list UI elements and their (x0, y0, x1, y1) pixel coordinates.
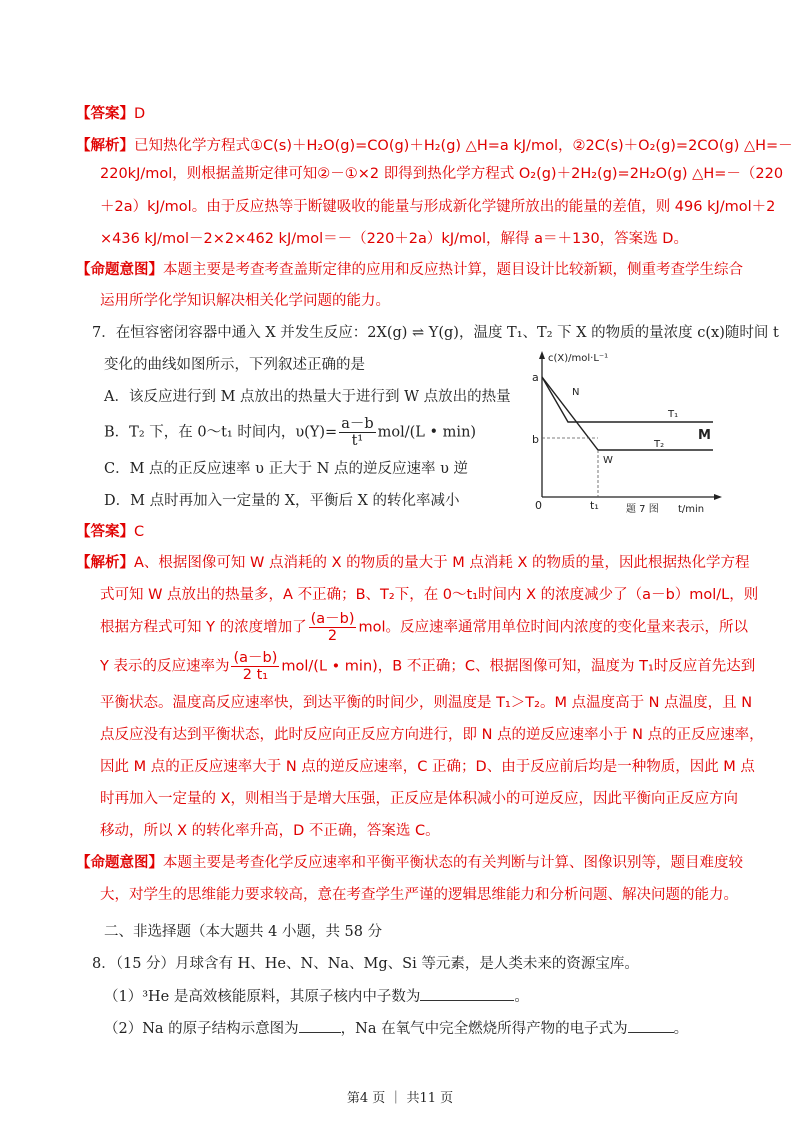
fraction: $\frac{(a-b)}{\text{2 t₁}}$ (233, 650, 278, 683)
q8-part-2: （2）Na 的原子结构示意图为 ，Na 在氧气中完全燃烧所得产物的电子式为 。 (104, 1018, 688, 1039)
prev-intent-line-1: 【命题意图】本题主要是考查考查盖斯定律的应用和反应热计算，题目设计比较新颖，侧重考查学生综合 (76, 262, 743, 278)
q7-stem-line-1: 7．在恒容密闭容器中通入 X 并发生反应：2X(g) ⇌ Y(g)，温度 T₁、T₂ 下 X 的物质的量浓度 c(x)随时间 t (92, 325, 779, 341)
q7-answer (76, 522, 144, 542)
q7-option-b-fraction: $\frac{a-b}{\text{t¹}}$ (341, 416, 374, 449)
answer-blank[interactable] (299, 1018, 341, 1033)
analysis-tag: 【解析】 (76, 138, 134, 154)
tick-t1: t₁ (590, 499, 599, 512)
curve-T2 (542, 377, 713, 450)
fraction: $\frac{(a-b)}{2}$ (310, 611, 355, 644)
curve-T1 (542, 377, 713, 422)
q7-analysis-line-6: 点反应没有达到平衡状态，此时反应向正反应方向进行，即 N 点的逆反应速率小于 N 点的正反应速率， (100, 727, 764, 743)
analysis-tag: 【解析】 (76, 555, 134, 571)
section-2-heading: 二、非选择题（本大题共 4 小题，共 58 分 (104, 924, 383, 940)
q7-analysis-line-2: 式可知 W 点放出的热量多，A 不正确；B、T₂下，在 0～t₁时间内 X 的浓度减少了（a－b）mol/L，则 (100, 587, 759, 603)
x-axis-label: t/min (678, 504, 705, 515)
answer-value: C (134, 524, 145, 540)
q7-intent-line-1: 【命题意图】本题主要是考查化学反应速率和平衡平衡状态的有关判断与计算、图像识别等，题目难度较 (76, 855, 743, 871)
prev-analysis-line-1: 【解析】已知热化学方程式①C(s)＋H₂O(g)=CO(g)＋H₂(g) △H=a kJ/mol，②2C(s)＋O₂(g)=2CO(g) △H=－ (76, 138, 793, 154)
q7-analysis-line-7: 因此 M 点的正反应速率大于 N 点的逆反应速率，C 正确；D、由于反应前后均是一种物质，因此 M 点 (100, 759, 755, 775)
q7-stem-line-2: 变化的曲线如图所示，下列叙述正确的是 (104, 357, 365, 373)
q7-option-d: D．M 点时再加入一定量的 X，平衡后 X 的转化率减小 (104, 493, 460, 509)
answer-blank[interactable] (420, 986, 514, 1001)
page-footer: 第4 页 ｜ 共11 页 (346, 1091, 454, 1106)
prev-analysis-line-4: ×436 kJ/mol－2×2×462 kJ/mol＝－（220＋2a）kJ/mol，解得 a＝＋130，答案选 D。 (100, 231, 688, 247)
y-axis-label: c(X)/mol·L⁻¹ (548, 353, 609, 364)
origin-label: 0 (535, 499, 542, 512)
y-axis-arrow (539, 351, 545, 359)
label-T1: T₁ (668, 409, 679, 420)
q7-analysis-line-8: 时再加入一定量的 X，则相当于是增大压强，正反应是体积减小的可逆反应，因此平衡向正反应方向 (100, 791, 739, 807)
answer-value: D (134, 106, 146, 122)
point-W: W (603, 455, 613, 466)
prev-analysis-line-2: 220kJ/mol，则根据盖斯定律可知②－①×2 即得到热化学方程式 O₂(g)＋2H₂(g)=2H₂O(g) △H=－（220 (100, 166, 784, 182)
q7-concentration-graph (528, 347, 728, 517)
q7-option-c: C．M 点的正反应速率 υ 正大于 N 点的逆反应速率 υ 逆 (104, 461, 469, 477)
q7-analysis-line-4: Y 表示的反应速率为 $\frac{(a-b)}{\text{2 t₁}}$ mol/(L • min)，B 不正确；C、根据图像可知，温度为 T₁时反应首先达到 (100, 650, 756, 683)
intent-tag: 【命题意图】 (76, 262, 163, 278)
q7-analysis-line-5: 平衡状态。温度高反应速率快，到达平衡的时间少，则温度是 T₁＞T₂。M 点温度高于 N 点温度，且 N (100, 695, 753, 711)
q7-analysis-line-3: 根据方程式可知 Y 的浓度增加了 $\frac{(a-b)}{2}$ mol。反应速率通常用单位时间内浓度的变化量来表示，所以 (100, 611, 749, 644)
prev-answer (76, 104, 145, 124)
q8-part-1: （1）³He 是高效核能原料，其原子核内中子数为 。 (104, 986, 529, 1007)
q7-option-b: B．T₂ 下，在 0～t₁ 时间内，υ(Y)= $\frac{a-b}{\text{t¹}}$ mol/(L • min) (104, 416, 477, 449)
tick-b: b (532, 433, 539, 446)
point-N: N (572, 387, 580, 398)
tick-a: a (532, 371, 539, 384)
answer-tag: 【答案】 (76, 524, 134, 540)
q7-analysis-line-9: 移动，所以 X 的转化率升高，D 不正确，答案选 C。 (100, 823, 440, 839)
answer-tag: 【答案】 (76, 106, 134, 122)
x-axis-arrow (714, 494, 722, 500)
prev-intent-line-2: 运用所学化学知识解决相关化学问题的能力。 (100, 293, 390, 309)
q8-stem: 8．（15 分）月球含有 H、He、N、Na、Mg、Si 等元素，是人类未来的资源宝库。 (92, 956, 639, 972)
q7-analysis-line-1: 【解析】A、根据图像可知 W 点消耗的 X 的物质的量大于 M 点消耗 X 的物质的量，因此根据热化学方程 (76, 555, 750, 571)
intent-tag: 【命题意图】 (76, 855, 163, 871)
q7-intent-line-2: 大，对学生的思维能力要求较高，意在考查学生严谨的逻辑思维能力和分析问题、解决问题的能力。 (100, 887, 738, 903)
label-T2: T₂ (654, 439, 665, 450)
figure-caption: 题 7 图 (626, 504, 659, 515)
answer-blank[interactable] (628, 1018, 674, 1033)
prev-analysis-line-3: ＋2a）kJ/mol。由于反应热等于断键吸收的能量与形成新化学键所放出的能量的差值，则 496 kJ/mol＋2 (100, 199, 776, 215)
q7-option-a: A．该反应进行到 M 点放出的热量大于进行到 W 点放出的热量 (104, 389, 511, 405)
point-M: M (698, 428, 711, 443)
